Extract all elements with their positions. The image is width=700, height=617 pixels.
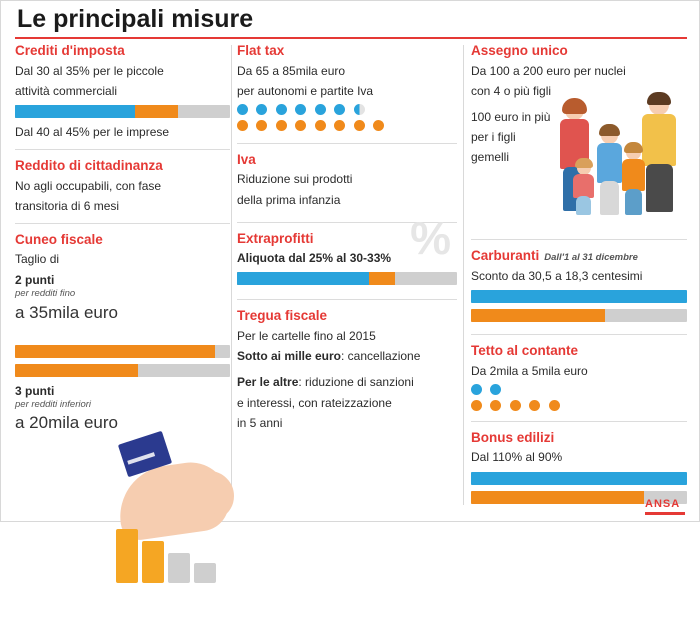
dot bbox=[276, 120, 287, 131]
section-crediti-imposta bbox=[15, 43, 230, 140]
section-heading: Bonus edilizi bbox=[471, 429, 555, 445]
tregua-rest-2: : riduzione di sanzioni bbox=[298, 375, 414, 390]
dot bbox=[471, 384, 482, 395]
section-heading: Reddito di cittadinanza bbox=[15, 158, 163, 174]
section-heading bbox=[471, 248, 687, 264]
dots-row-orange bbox=[471, 400, 687, 411]
tregua-bold-2: Per le altre bbox=[237, 375, 299, 390]
section-text-line: Sconto da 30,5 a 18,3 centesimi bbox=[471, 268, 643, 283]
legs bbox=[625, 189, 642, 215]
bar-cuneo-1 bbox=[15, 345, 230, 358]
hair bbox=[562, 98, 587, 114]
bar-crediti-imposta bbox=[15, 105, 230, 118]
bar-fill-orange bbox=[471, 309, 605, 322]
dot bbox=[256, 104, 267, 115]
page-title: Le principali misure bbox=[17, 5, 254, 33]
tregua-line-2 bbox=[237, 374, 457, 390]
dot-half bbox=[354, 104, 365, 115]
section-iva bbox=[237, 152, 457, 208]
column-left bbox=[15, 43, 230, 433]
divider bbox=[15, 223, 230, 224]
torso bbox=[597, 143, 622, 183]
section-heading: Tregua fiscale bbox=[237, 308, 328, 324]
divider bbox=[237, 222, 457, 223]
dot bbox=[334, 120, 345, 131]
dot bbox=[529, 400, 540, 411]
ansa-credit-text: ANSA bbox=[645, 498, 681, 510]
section-extraprofitti bbox=[237, 231, 457, 286]
section-heading-note: Dall'1 al 31 dicembre bbox=[544, 252, 638, 263]
bar-cuneo-2 bbox=[15, 364, 230, 377]
bar-extraprofitti bbox=[237, 272, 457, 285]
section-reddito-cittadinanza bbox=[15, 158, 230, 214]
section-text-line: transitoria di 6 mesi bbox=[15, 198, 120, 213]
section-text-line: Taglio di bbox=[15, 252, 60, 267]
coin-stack-3 bbox=[168, 553, 190, 583]
percent-watermark-icon: % bbox=[410, 212, 451, 264]
hair bbox=[647, 92, 671, 105]
torso bbox=[642, 114, 676, 166]
dot bbox=[373, 120, 384, 131]
thumb-icon bbox=[184, 471, 234, 521]
cuneo-illustration bbox=[110, 437, 240, 617]
title-divider bbox=[15, 37, 687, 39]
dot bbox=[471, 400, 482, 411]
tregua-bold-1: Sotto ai mille euro bbox=[237, 349, 342, 364]
divider bbox=[237, 299, 457, 300]
section-heading: Extraprofitti bbox=[237, 230, 314, 246]
cuneo-note-2: per redditi inferiori bbox=[15, 399, 92, 411]
bar-bonus-blue bbox=[471, 472, 687, 485]
section-text-line: Da 100 a 200 euro per nuclei bbox=[471, 63, 626, 78]
section-text-line: Dal 40 al 45% per le imprese bbox=[15, 124, 170, 139]
divider bbox=[471, 421, 687, 422]
section-text-line: Da 2mila a 5mila euro bbox=[471, 363, 588, 378]
section-text-line: per autonomi e partite Iva bbox=[237, 83, 374, 98]
bar-fill-blue bbox=[237, 272, 369, 285]
section-heading: Assegno unico bbox=[471, 43, 568, 58]
cuneo-value-2: 3 punti bbox=[15, 383, 55, 398]
section-text-line: 100 euro in più bbox=[471, 109, 551, 124]
coin-stack-2 bbox=[142, 541, 164, 583]
section-text-line: attività commerciali bbox=[15, 83, 118, 98]
coin-stack-1 bbox=[116, 529, 138, 583]
dot bbox=[549, 400, 560, 411]
divider bbox=[471, 334, 687, 335]
divider bbox=[237, 143, 457, 144]
ansa-credit-rule bbox=[645, 512, 685, 515]
bar-fill-blue bbox=[471, 290, 687, 303]
hair bbox=[624, 142, 643, 153]
dot bbox=[276, 104, 287, 115]
legs bbox=[600, 181, 619, 215]
legs bbox=[646, 164, 673, 212]
bar-carburanti-orange bbox=[471, 309, 687, 322]
figure-child-2 bbox=[621, 145, 647, 215]
dot bbox=[510, 400, 521, 411]
dots-row-orange bbox=[237, 120, 457, 131]
column-middle bbox=[237, 43, 457, 435]
section-text-line: della prima infanzia bbox=[237, 192, 341, 207]
section-text-line: Per le cartelle fino al 2015 bbox=[237, 329, 376, 343]
cuneo-value-1: 2 punti bbox=[15, 272, 55, 287]
bar-fill-blue bbox=[471, 472, 687, 485]
section-heading: Flat tax bbox=[237, 43, 285, 58]
section-heading: Cuneo fiscale bbox=[15, 231, 103, 247]
section-text-line: gemelli bbox=[471, 150, 510, 165]
dot bbox=[237, 120, 248, 131]
bar-carburanti-blue bbox=[471, 290, 687, 303]
column-right bbox=[471, 43, 687, 510]
figure-child-3 bbox=[573, 161, 597, 215]
dot bbox=[237, 104, 248, 115]
section-text-line: Dal 110% al 90% bbox=[471, 450, 563, 465]
column-divider-2 bbox=[463, 45, 464, 505]
section-bonus-edilizi bbox=[471, 430, 687, 504]
bar-fill-blue bbox=[15, 105, 135, 118]
dot bbox=[295, 120, 306, 131]
section-text-line: in 5 anni bbox=[237, 415, 283, 430]
section-tetto-contante bbox=[471, 343, 687, 411]
section-text-line: per i figli bbox=[471, 130, 516, 145]
section-text-line: No agli occupabili, con fase bbox=[15, 178, 162, 193]
cuneo-amount-2: a 20mila euro bbox=[15, 413, 119, 433]
hair bbox=[575, 158, 593, 168]
section-heading: Tetto al contante bbox=[471, 343, 579, 359]
dot bbox=[490, 384, 501, 395]
bar-fill-orange bbox=[471, 491, 644, 504]
dot bbox=[295, 104, 306, 115]
torso bbox=[573, 174, 594, 198]
hair bbox=[599, 124, 620, 136]
legs bbox=[576, 196, 591, 215]
section-text-line: Da 65 a 85mila euro bbox=[237, 63, 346, 78]
section-tregua-fiscale bbox=[237, 308, 457, 430]
torso bbox=[622, 159, 645, 191]
dots-row-blue bbox=[237, 104, 457, 115]
divider bbox=[471, 239, 687, 240]
section-text-line: Riduzione sui prodotti bbox=[237, 172, 353, 187]
section-carburanti bbox=[471, 248, 687, 322]
dot bbox=[334, 104, 345, 115]
divider bbox=[15, 149, 230, 150]
cuneo-note-1: per redditi fino bbox=[15, 287, 76, 299]
section-text-line: e interessi, con rateizzazione bbox=[237, 395, 392, 410]
dot bbox=[315, 120, 326, 131]
section-heading-text: Carburanti bbox=[471, 248, 540, 263]
ansa-credit bbox=[645, 498, 685, 515]
bar-fill-orange bbox=[15, 364, 138, 377]
coin-stack-4 bbox=[194, 563, 216, 583]
section-heading: Crediti d'imposta bbox=[15, 43, 125, 58]
section-text-line: con 4 o più figli bbox=[471, 83, 552, 98]
dot bbox=[315, 104, 326, 115]
section-text-line: Dal 30 al 35% per le piccole bbox=[15, 63, 164, 78]
section-text-line: Aliquota dal 25% al 30-33% bbox=[237, 251, 392, 266]
section-flat-tax bbox=[237, 43, 457, 131]
dot bbox=[354, 120, 365, 131]
family-illustration bbox=[551, 91, 687, 219]
bar-fill-orange bbox=[15, 345, 215, 358]
tregua-rest-1: : cancellazione bbox=[341, 349, 421, 364]
dot bbox=[490, 400, 501, 411]
tregua-line-1 bbox=[237, 348, 457, 364]
cuneo-amount-1: a 35mila euro bbox=[15, 302, 119, 322]
section-cuneo-fiscale bbox=[15, 232, 230, 433]
section-assegno-unico bbox=[471, 43, 687, 233]
section-heading: Iva bbox=[237, 151, 256, 167]
dot bbox=[256, 120, 267, 131]
dots-row-blue bbox=[471, 384, 687, 395]
